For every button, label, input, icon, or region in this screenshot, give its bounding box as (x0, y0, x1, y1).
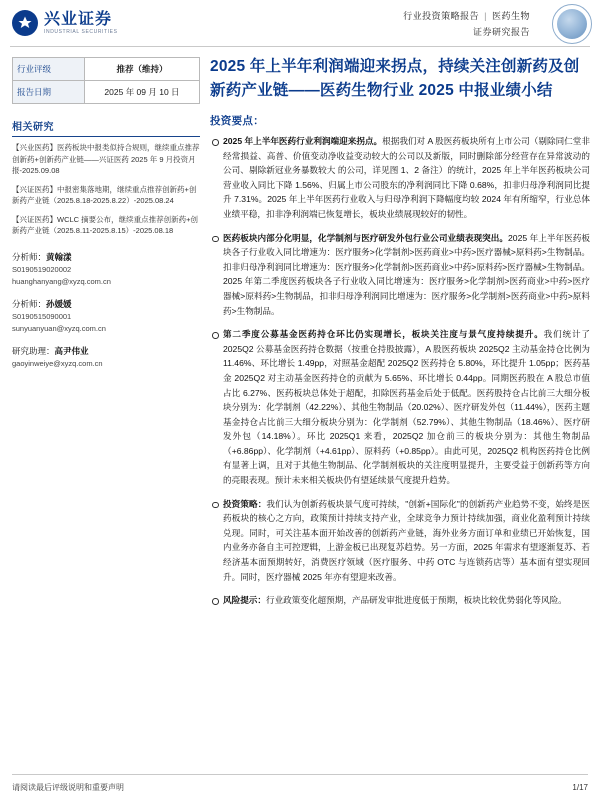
analyst-entry (12, 345, 200, 370)
footer-page-number: 1/17 (572, 783, 588, 792)
analyst-block (12, 251, 200, 370)
analyst-email-2[interactable]: sunyuanyuan@xyzq.com.cn (12, 323, 106, 333)
table-row (13, 81, 200, 104)
analyst-email-1[interactable]: huanghanyang@xyzq.com.cn (12, 276, 111, 286)
seal-inner-graphic (557, 9, 587, 39)
list-item: 风险提示：行业政策变化超预期，产品研发审批进度低于预期，板块比较优势弱化等风险。 (210, 593, 590, 608)
list-item: 投资策略：我们认为创新药板块景气度可持续，"创新+国际化"的创新药产业趋势不变，始终是医药板块的核心之方向，政策预计持续支持产业，全球竞争力预计持续加强，商业化盈利预计持续兑现。同时，可关注基本面开始改善的创新药产业链，海外业务方面订单和业绩已开始恢复，国内业务亦备自主可控逻辑，上游金板已出现复苏趋势。另一方面，2025 年需求有望逐渐复苏、若经济基本面预期转好，消费医疗领域（医疗服务、中药 OTC 与连锁药店等）基本面有望实现回升。同时，医疗器械 2025 年亦有望迎来改善。 (210, 497, 590, 585)
analyst-name-3 (12, 345, 200, 358)
analyst-person-1: 黄翰漾 (46, 251, 72, 262)
list-item: 2025 年上半年医药行业利润端迎来拐点。根据我们对 A 股医药板块所有上市公司（剔除同仁堂非经常损益、高普、价值变动净收益变动较大的公司以及新版，同时删除部分经营存在异常波动的公司、剔除新冠业务暴数较大 的公司，详见图 1、2 备注）的统计，2025 年上半年医药板块公司营业收入同比下降 1.56%、归属上市公司股东的净利润同比下降 0.68%，扣非归母净利润同比提升 7.31%。2025 年上半年医药行业收入与归母净利润下降幅度均较 2024 年有所缩窄，行业总体业绩平稳，扣非净利润端已恢复增长，板块业绩展现较好的韧性。 (210, 134, 590, 222)
analyst-name-2 (12, 298, 200, 311)
list-item[interactable]: 【兴证医药】中报密集落地期，继续重点推荐创新药+创新药产业链（2025.8.18-2025.8.22）-2025.08.24 (12, 184, 197, 205)
related-research-divider (12, 136, 200, 137)
analyst-person-3: 高尹伟业 (54, 345, 89, 356)
logo-text-cn: 兴业证券 (44, 10, 113, 28)
analyst-role-1: 分析师： (12, 251, 47, 262)
rating-label: 行业评级 (13, 58, 85, 81)
company-seal-icon (552, 4, 592, 44)
investment-points-list (210, 134, 590, 608)
list-item[interactable]: 【兴证医药】WCLC 摘要公布，继续重点推荐创新药+创新药产业链（2025.8.11-2025.8.15）-2025.08.18 (12, 214, 199, 235)
header-research-label: 证券研究报告 (472, 26, 530, 37)
footer-disclaimer: 请阅读最后评级说明和重要声明 (12, 783, 124, 792)
list-item: 医药板块内部分化明显，化学制剂与医疗研发外包行业公司业绩表现突出。2025 年上半年医药板块各子行业收入同比增速为：医疗服务>化学制剂>医药商业>中药>医疗器械>原料药>生物制品。扣非归母净利润同比增速为：医疗服务>化学制剂>医药商业>中药>原料药>医疗器械>生物制品。2025 年第二季度医药板块各子行业收入同比增速为：医疗服务>化学制剂>医药商业>中药>医疗器械>原料药>生物制品，扣非归母净利润同比增速为：医疗服务>化学制剂>医药商业>中药>原料药>生物制品。 (210, 231, 590, 319)
logo-mark-icon (12, 10, 38, 36)
analyst-role-2: 分析师： (12, 298, 47, 309)
section-title-investment-points: 投资要点： (210, 115, 264, 127)
list-item: 第二季度公募基金医药持仓环比仍实现增长，板块关注度与景气度持续提升。我们统计了 2025Q2 公募基金医药持仓数据（按重仓持股披露），A 股医药板块 2025Q2 主动基金持仓比例为 11.46%、环比增长 1.49pp，对照基金超配 2025Q2 医药持仓 5.80%，环比提升 1.05pp；医药基金 2025Q2 对主动基金医药持仓的贡献为 5.65%、环比增长 0.44pp。同期医药股在 A 股总市值占比 6.27%、医药板块总体处于超配，扣除医药基金后处于低配。医药股持仓占比前三大细分板块分别为：化学制剂（42.22%）、其他生物制品（20.02%）、医疗研发外包（11.44%），医药主题基金持仓占比前三大细分板块分别为：化学制剂（52.79%）、其他生物制品（18.46%）、医疗研发外包（14.18%）。环比 2025Q1 来看，2025Q2 加仓前三的板块分别为：其他生物制品（+6.86pp）、化学制剂（+4.61pp）、原料药（+0.85pp）。由此可见，2025Q2 机构医药持仓比例有显著上调，且对于其他生物制品、化学制剂板块的关注度明显提升，主要受益于创新药等方向的亮眼表现。预计未来相关板块仍有望延续景气度提升趋势。 (210, 327, 590, 488)
report-date-label: 报告日期 (13, 81, 85, 104)
rating-table (12, 57, 200, 104)
analyst-email-3[interactable]: gaoyinweiye@xyzq.com.cn (12, 358, 103, 368)
logo-text-en: INDUSTRIAL SECURITIES (44, 28, 118, 35)
analyst-entry (12, 298, 200, 335)
document-body (0, 47, 600, 617)
header-report-type-left: 行业投资策略报告 (403, 10, 480, 21)
list-item[interactable]: 【兴业医药】医药板块中报类似持合规则，继续重点推荐创新药+创新药产业链——兴证医药 2025 年 9 月投资月报-2025.09.08 (12, 143, 200, 175)
analyst-person-2: 孙媛媛 (46, 298, 72, 309)
header-report-type (403, 9, 530, 22)
analyst-name-1 (12, 251, 200, 264)
table-row (13, 58, 200, 81)
analyst-entry (12, 251, 200, 288)
document-footer (0, 774, 600, 800)
page-title: 2025 年上半年利润端迎来拐点，持续关注创新药及创新药产业链——医药生物行业 2025 中报业绩小结 (210, 58, 580, 99)
header-industry: 医药生物 (491, 10, 530, 21)
header-meta (217, 9, 590, 38)
company-logo (12, 10, 217, 36)
related-research-title: 相关研究 (12, 122, 54, 133)
main-content (210, 53, 590, 617)
analyst-code-2: S0190515090001 (12, 311, 72, 321)
analyst-code-1: S0190519020002 (12, 264, 72, 274)
sidebar (12, 53, 200, 617)
analyst-role-3: 研究助理： (12, 345, 55, 356)
document-header (0, 0, 600, 46)
header-separator: | (484, 10, 487, 21)
related-research-block (12, 118, 200, 237)
report-date-value: 2025 年 09 月 10 日 (85, 81, 200, 104)
rating-value: 推荐（维持） (85, 58, 200, 81)
